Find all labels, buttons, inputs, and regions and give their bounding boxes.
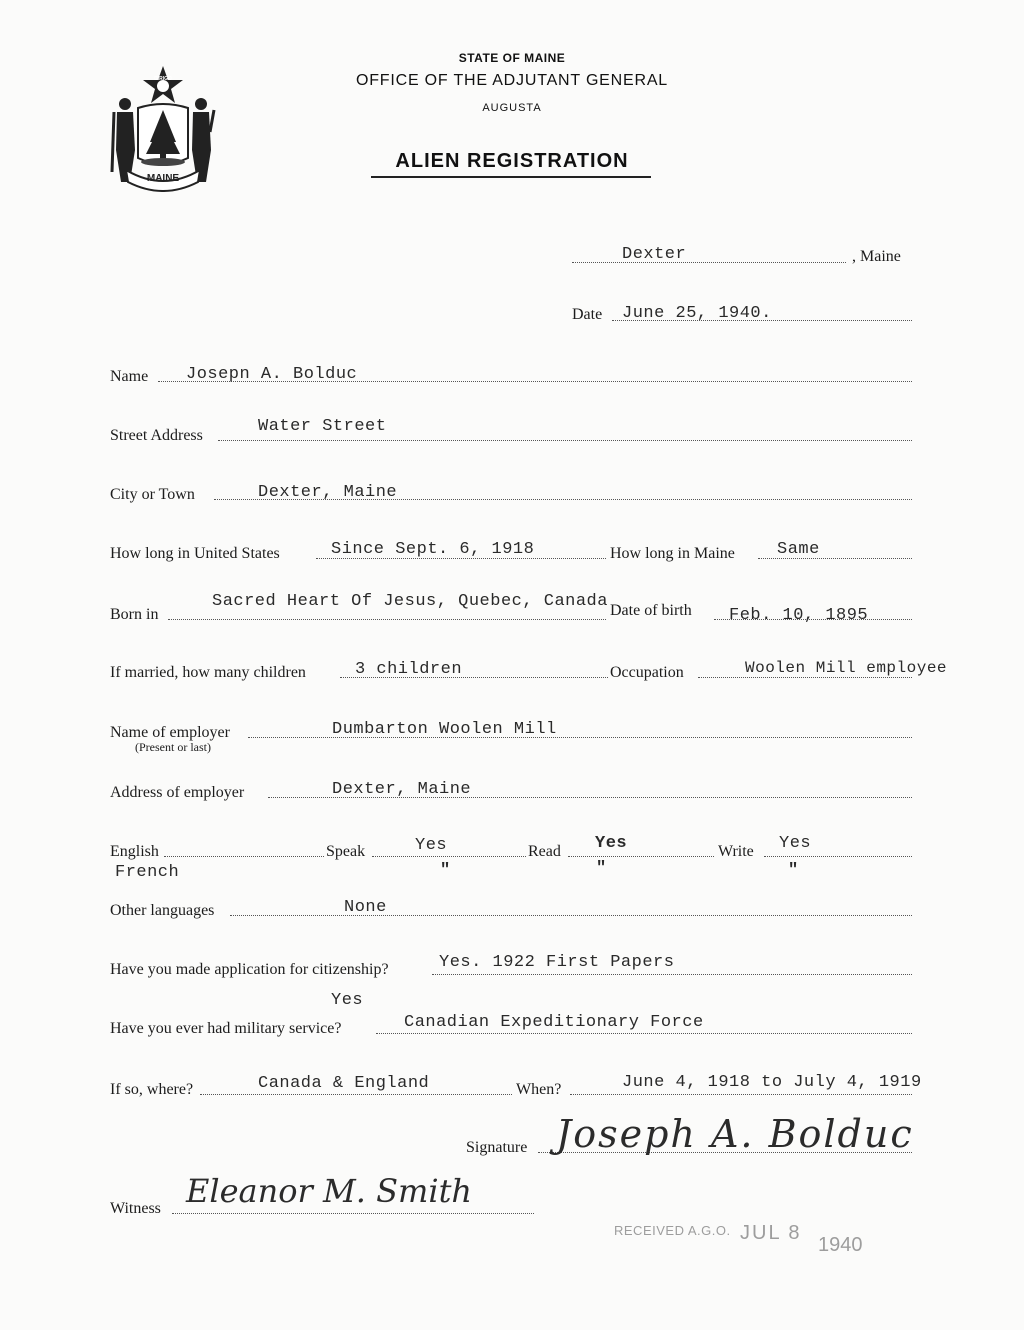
date-value: June 25, 1940. [622, 304, 772, 323]
english-write-value: Yes [779, 834, 812, 853]
us-duration-label: How long in United States [110, 545, 280, 562]
received-stamp-year: 1940 [818, 1234, 863, 1256]
english-line-1 [164, 856, 324, 857]
write-line [764, 856, 912, 857]
location-line [572, 262, 846, 263]
military-label: Have you ever had military service? [110, 1020, 342, 1037]
citizenship-label: Have you made application for citizenship? [110, 961, 389, 978]
header-state: STATE OF MAINE [458, 51, 566, 65]
read-line [568, 856, 714, 857]
occupation-label: Occupation [610, 664, 684, 681]
received-stamp-date: JUL 8 [740, 1222, 802, 1244]
date-label: Date [572, 306, 603, 323]
employer-sublabel: (Present or last) [135, 740, 211, 754]
received-stamp-text: RECEIVED A.G.O. [614, 1223, 731, 1238]
employer-label: Name of employer [110, 724, 230, 741]
speak-label: Speak [326, 843, 366, 860]
employer-address-label: Address of employer [110, 784, 245, 801]
witness-line [172, 1213, 534, 1214]
header-office: OFFICE OF THE ADJUTANT GENERAL [355, 72, 669, 89]
children-label: If married, how many children [110, 664, 306, 681]
header-city: AUGUSTA [482, 102, 542, 114]
maine-duration-label: How long in Maine [610, 545, 735, 562]
employer-value: Dumbarton Woolen Mill [332, 720, 557, 739]
location-town: Dexter [622, 245, 687, 264]
signature-label: Signature [466, 1139, 528, 1156]
page-title: ALIEN REGISTRATION [395, 150, 629, 172]
street-line [218, 440, 912, 441]
born-label: Born in [110, 606, 159, 623]
occupation-line [698, 677, 912, 678]
other-languages-value: None [344, 898, 387, 917]
occupation-value: Woolen Mill employee [745, 659, 948, 677]
city-value: Dexter, Maine [258, 483, 398, 502]
military-answer: Yes [331, 991, 364, 1010]
signature-value: Joseph A. Bolduc [556, 1112, 914, 1156]
street-value: Water Street [258, 417, 387, 436]
street-label: Street Address [110, 427, 203, 444]
where-label: If so, where? [110, 1081, 194, 1098]
speak-line [372, 856, 526, 857]
location-suffix: , Maine [852, 248, 901, 265]
name-label: Name [110, 368, 149, 385]
seal-banner-text: MAINE [146, 173, 180, 184]
english-speak-value: Yes [415, 836, 448, 855]
city-label: City or Town [110, 486, 195, 503]
french-read-value: " [596, 859, 607, 878]
born-value: Sacred Heart Of Jesus, Quebec, Canada [212, 592, 608, 611]
when-value: June 4, 1918 to July 4, 1919 [622, 1073, 922, 1092]
children-value: 3 children [355, 660, 463, 679]
state-seal-icon [108, 62, 218, 192]
citizenship-value: Yes. 1922 First Papers [439, 953, 675, 972]
french-speak-value: " [440, 861, 451, 880]
dob-value: Feb. 10, 1895 [729, 606, 869, 625]
english-read-value: Yes [595, 834, 628, 853]
other-languages-label: Other languages [110, 902, 215, 919]
where-value: Canada & England [258, 1074, 430, 1093]
write-label: Write [718, 843, 754, 860]
seal-motto-text: DIRIGO [154, 76, 172, 82]
read-label: Read [528, 843, 561, 860]
born-line [168, 619, 606, 620]
french-write-value: " [788, 861, 799, 880]
employer-address-value: Dexter, Maine [332, 780, 472, 799]
us-duration-value: Since Sept. 6, 1918 [331, 540, 535, 559]
where-line [200, 1094, 512, 1095]
title-underline [371, 176, 651, 178]
citizenship-line [432, 974, 912, 975]
witness-label: Witness [110, 1200, 161, 1217]
dob-label: Date of birth [610, 602, 692, 619]
other-languages-line [230, 915, 912, 916]
name-value: Josepn A. Bolduc [186, 365, 358, 384]
when-line [570, 1094, 912, 1095]
military-line [376, 1033, 912, 1034]
maine-duration-value: Same [777, 540, 820, 559]
witness-signature: Eleanor M. Smith [186, 1172, 473, 1210]
military-value: Canadian Expeditionary Force [404, 1013, 704, 1032]
english-label: English [110, 843, 159, 860]
when-label: When? [516, 1081, 562, 1098]
french-label: French [115, 863, 180, 882]
